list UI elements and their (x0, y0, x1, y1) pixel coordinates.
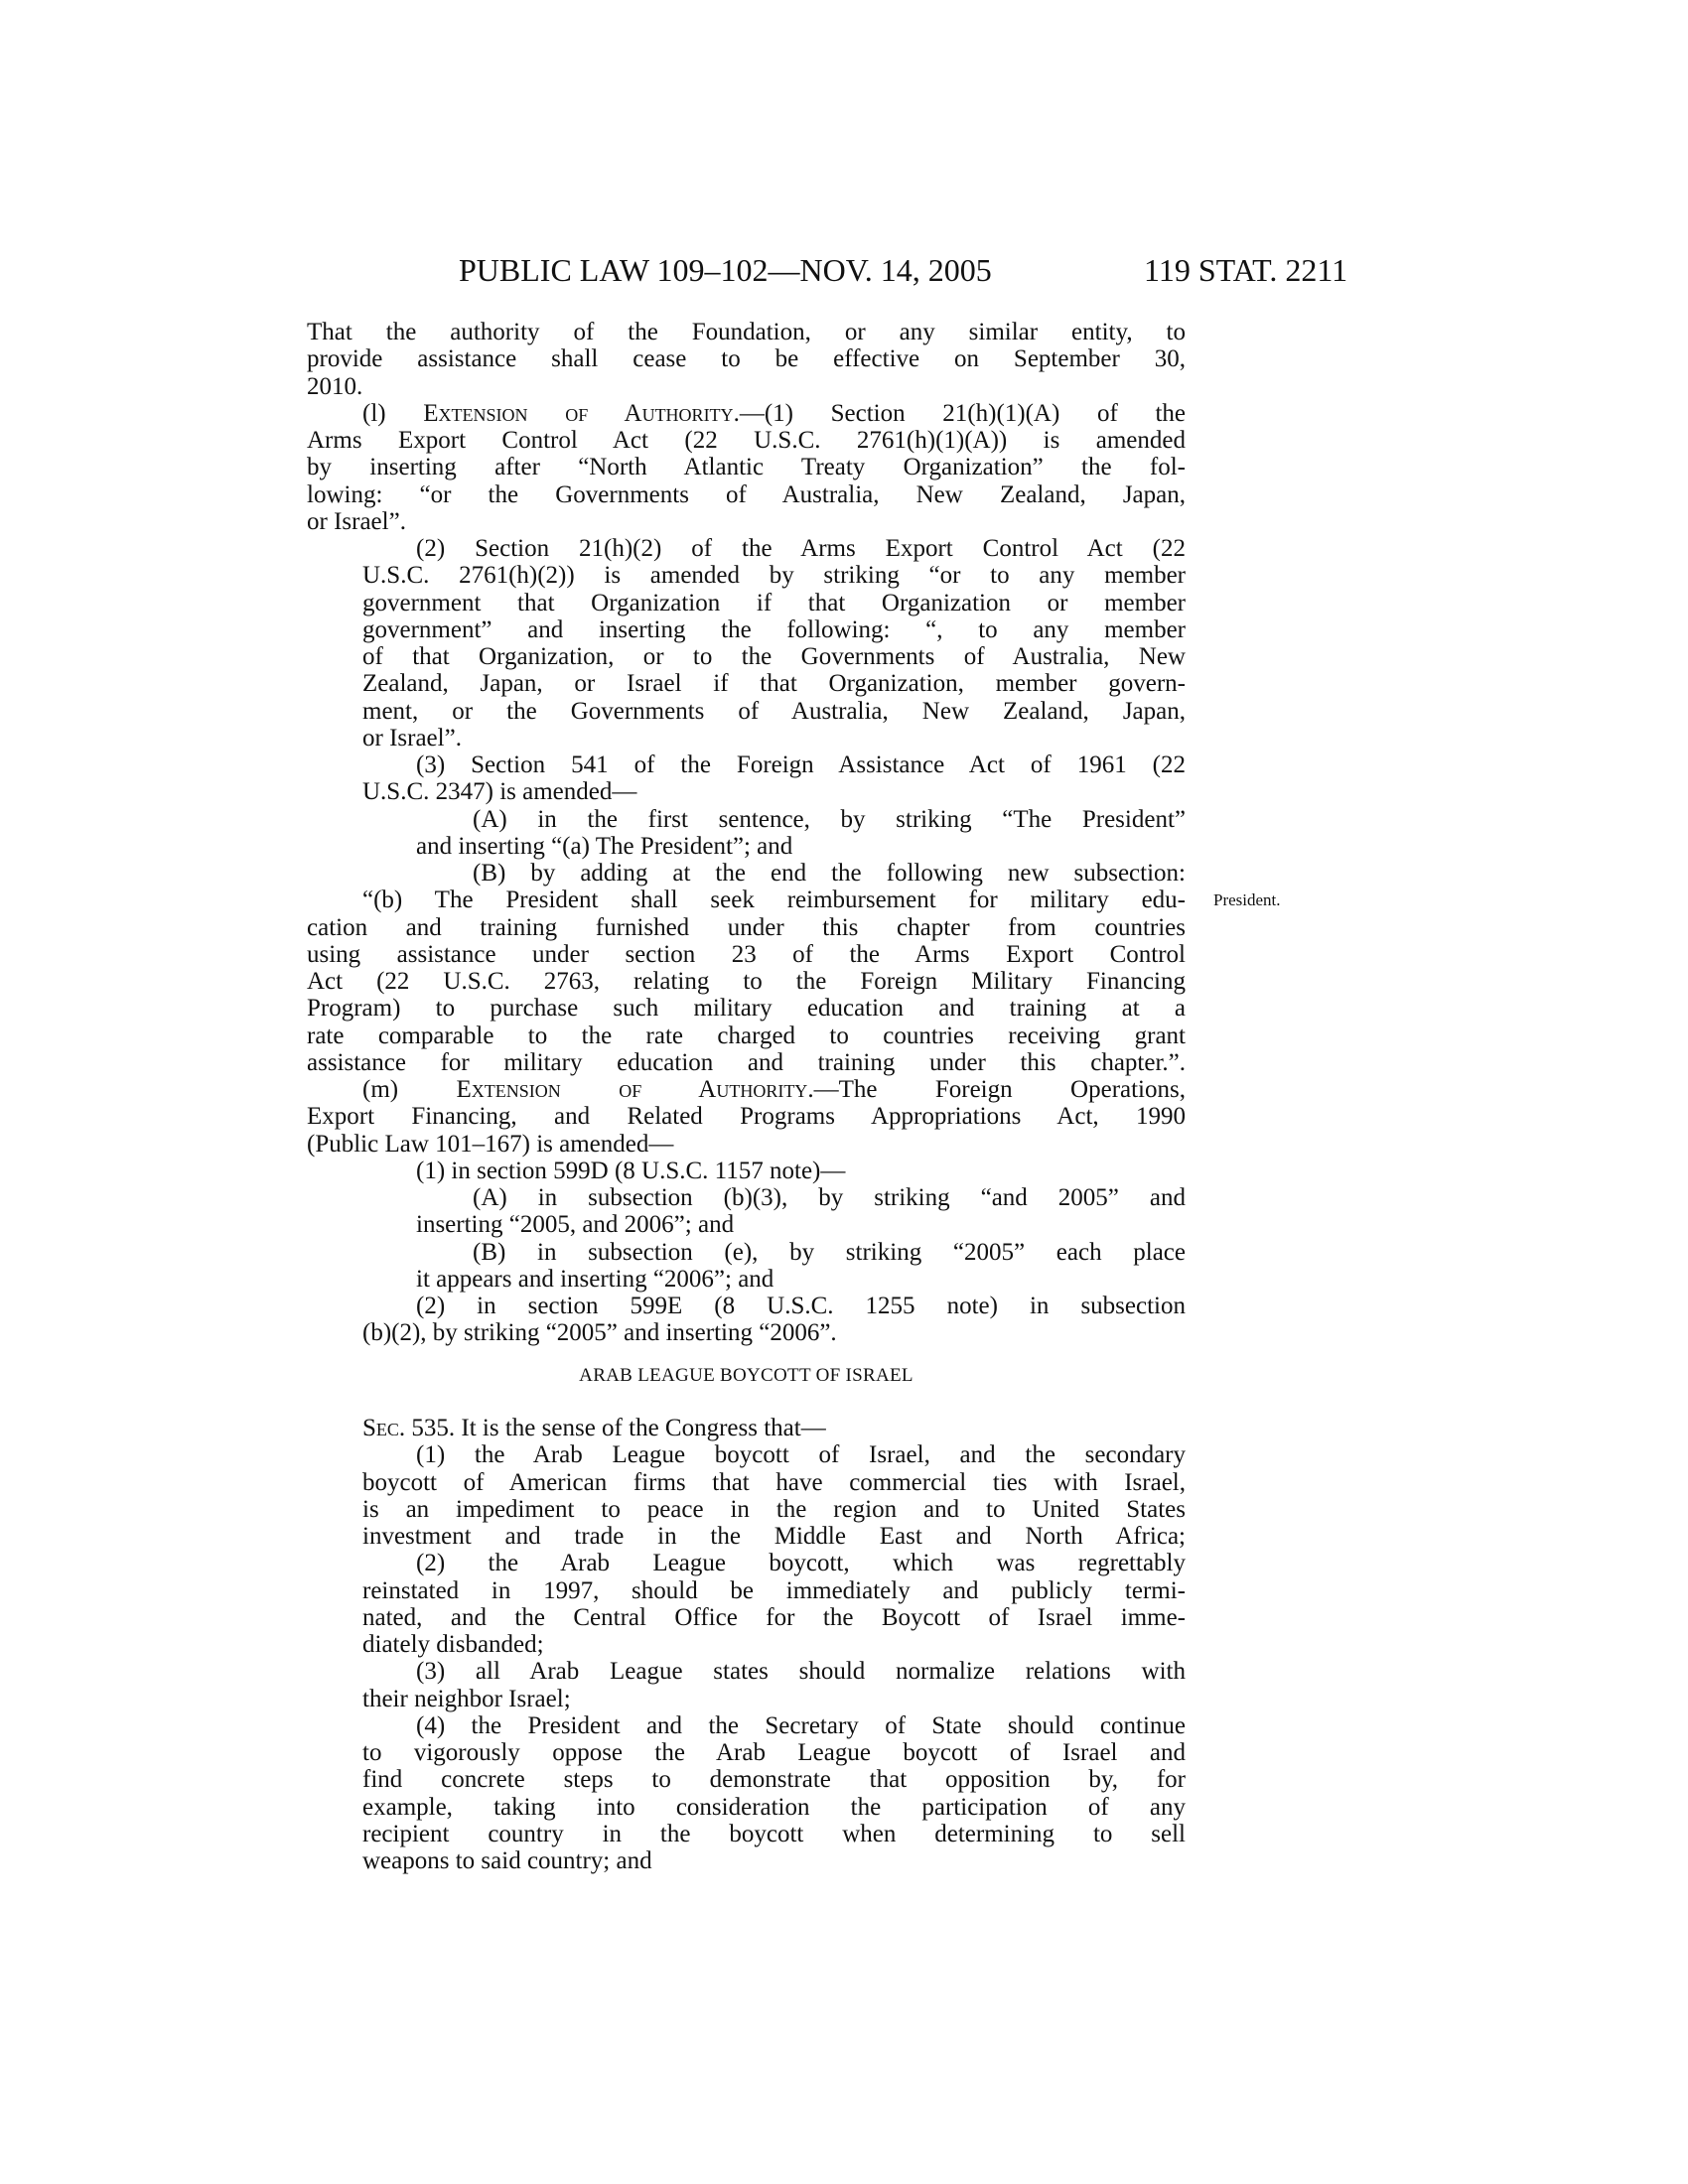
text-line (362, 400, 1186, 427)
text-line: boycott of American firms that have commercial ties with Israel, (362, 1468, 1186, 1496)
text-line: (Public Law 101–167) is amended— (307, 1130, 674, 1158)
text-line: (A) in the first sentence, by striking “The President” (473, 805, 1186, 833)
text-line: Act (22 U.S.C. 2763, relating to the Foreign Military Financing (307, 968, 1186, 995)
text-line: Program) to purchase such military education and training at a (307, 995, 1186, 1023)
small-caps-heading: Extension of Authority (456, 1076, 808, 1103)
text-line: weapons to said country; and (362, 1847, 652, 1874)
text-line: their neighbor Israel; (362, 1685, 571, 1712)
text-line: (1) the Arab League boycott of Israel, and the secondary (416, 1441, 1186, 1469)
text-line: by inserting after “North Atlantic Treaty Organization” the fol- (307, 454, 1186, 481)
text-line: provide assistance shall cease to be effective on September 30, (307, 345, 1186, 373)
text-line: Export Financing, and Related Programs Appropriations Act, 1990 (307, 1103, 1186, 1131)
text-line: investment and trade in the Middle East and North Africa; (362, 1523, 1186, 1550)
section-heading: ARAB LEAGUE BOYCOTT OF ISRAEL (579, 1365, 914, 1386)
text-line: reinstated in 1997, should be immediately and publicly termi- (362, 1576, 1186, 1604)
text-line: is an impediment to peace in the region and to United States (362, 1495, 1186, 1523)
running-header-title: PUBLIC LAW 109–102—NOV. 14, 2005 (459, 252, 992, 288)
text-line: cation and training furnished under this chapter from countries (307, 913, 1186, 941)
text-line: That the authority of the Foundation, or any similar entity, to (307, 319, 1186, 345)
margin-note: President. (1213, 890, 1281, 909)
text-line: lowing: “or the Governments of Australia, New Zealand, Japan, (307, 480, 1186, 508)
text-line: government that Organization if that Organization or member (362, 589, 1186, 616)
text-line: (A) in subsection (b)(3), by striking “and 2005” and (473, 1184, 1186, 1211)
text-line: example, taking into consideration the participation of any (362, 1793, 1186, 1821)
text-line: using assistance under section 23 of the Arms Export Control (307, 940, 1186, 968)
text-line: and inserting “(a) The President”; and (416, 832, 793, 860)
text-line: recipient country in the boycott when determining to sell (362, 1820, 1186, 1847)
text-line: find concrete steps to demonstrate that opposition by, for (362, 1766, 1186, 1794)
text-line: (4) the President and the Secretary of State should continue (416, 1711, 1186, 1739)
text-run: .—The Foreign Operations, (807, 1076, 1186, 1103)
text-line: it appears and inserting “2006”; and (416, 1265, 774, 1293)
text-run: (m) (362, 1076, 457, 1103)
text-line: U.S.C. 2761(h)(2)) is amended by striking “or to any member (362, 562, 1186, 590)
text-line: of that Organization, or to the Governments of Australia, New (362, 643, 1186, 670)
small-caps-heading: Extension of Authority (423, 399, 734, 427)
text-line (362, 1076, 1186, 1103)
text-line: (B) in subsection (e), by striking “2005” each place (473, 1238, 1186, 1266)
text-line: or Israel”. (307, 507, 406, 535)
text-line: assistance for military education and training under this chapter.”. (307, 1048, 1186, 1076)
text-line: “(b) The President shall seek reimbursement for military edu- (362, 887, 1186, 914)
text-line: U.S.C. 2347) is amended— (362, 778, 637, 806)
text-line: ment, or the Governments of Australia, New Zealand, Japan, (362, 697, 1186, 725)
text-line: Zealand, Japan, or Israel if that Organization, member govern- (362, 670, 1186, 698)
text-run: .—(1) Section 21(h)(1)(A) of the (733, 399, 1187, 427)
text-line: diately disbanded; (362, 1631, 544, 1658)
text-line: (B) by adding at the end the following new subsection: (473, 860, 1186, 887)
text-line (362, 1415, 1186, 1441)
text-line: government” and inserting the following: “, to any member (362, 615, 1186, 643)
text-line: 2010. (307, 372, 363, 400)
text-line: (2) in section 599E (8 U.S.C. 1255 note) in subsection (416, 1293, 1186, 1319)
text-line: Arms Export Control Act (22 U.S.C. 2761(h)(1)(A)) is amended (307, 427, 1186, 454)
text-line: to vigorously oppose the Arab League boycott of Israel and (362, 1739, 1186, 1766)
text-line: nated, and the Central Office for the Boycott of Israel imme- (362, 1603, 1186, 1631)
text-run: 535. It is the sense of the Congress that— (405, 1415, 826, 1441)
text-line: or Israel”. (362, 724, 462, 751)
text-line: inserting “2005, and 2006”; and (416, 1211, 735, 1239)
text-line: (1) in section 599D (8 U.S.C. 1157 note)— (416, 1157, 846, 1184)
text-line: (b)(2), by striking “2005” and inserting “2006”. (362, 1319, 837, 1347)
text-line: (3) Section 541 of the Foreign Assistance Act of 1961 (22 (416, 751, 1186, 778)
text-line: (3) all Arab League states should normalize relations with (416, 1658, 1186, 1686)
small-caps-heading: Sec. (362, 1415, 406, 1441)
text-line: rate comparable to the rate charged to countries receiving grant (307, 1022, 1186, 1049)
text-line: (2) Section 21(h)(2) of the Arms Export Control Act (22 (416, 535, 1186, 562)
text-line: (2) the Arab League boycott, which was regrettably (416, 1550, 1186, 1577)
statute-page-number: 119 STAT. 2211 (1144, 252, 1348, 288)
text-run: (l) (362, 399, 424, 427)
